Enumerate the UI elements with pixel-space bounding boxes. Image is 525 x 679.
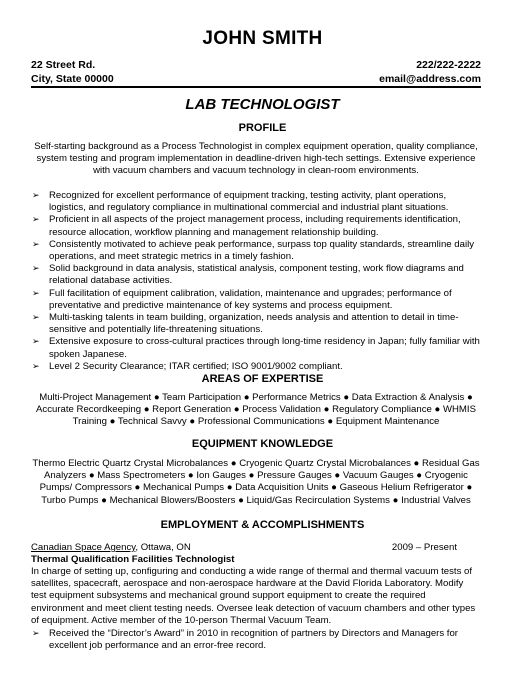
candidate-name: JOHN SMITH (202, 28, 323, 49)
job-entry-header (31, 542, 481, 566)
phone-number: 222/222-2222 (416, 59, 481, 71)
profile-bullet-text: Full facilitation of equipment calibration, validation, maintenance and upgrades; performance of preventative and predictive maintenance of key systems and process equipment. (49, 287, 452, 311)
job-bullet-list (31, 628, 481, 652)
arrow-bullet-icon: ➢ (32, 288, 40, 299)
arrow-bullet-icon: ➢ (32, 361, 40, 372)
arrow-bullet-icon: ➢ (32, 191, 40, 201)
list-item (31, 312, 481, 336)
email-address: email@address.com (379, 73, 481, 85)
header-divider (31, 86, 481, 88)
profile-summary: Self-starting background as a Process Technologist in complex equipment operation, quality compliance, system testing and program implementation in deadline-driven high-tech settings. Extensive experience with vacuum chambers and vacuum technology in clean-room environments. (34, 141, 478, 177)
arrow-bullet-icon: ➢ (32, 264, 40, 275)
company-location (31, 542, 191, 554)
profile-bullet-text: Proficient in all aspects of the project management process, including requirements identification, resource allocation, workflow planning and management relationship building. (49, 214, 461, 238)
list-item (31, 628, 481, 652)
expertise-heading: AREAS OF EXPERTISE (201, 373, 324, 385)
address-line-1: 22 Street Rd. (31, 59, 96, 71)
list-item (31, 288, 481, 312)
list-item (31, 214, 481, 238)
profile-bullet-text: Multi-tasking talents in team building, organization, needs analysis and attention to detail in time-sensitive and potentially life-threatening situations. (49, 312, 459, 336)
job-company-line (31, 542, 481, 554)
employment-heading: EMPLOYMENT & ACCOMPLISHMENTS (160, 519, 365, 531)
job-description: In charge of setting up, configuring and conducting a wide range of thermal and thermal vacuum tests of satellites, spacecraft, aerospace and non-aerospace hardware at the David Florida Laboratory. Modify test equipment subsystems and mechanical ground support equipment to create the required environment and meet client testing needs. Oversee leak detection of vacuum chambers and other types of equipment. Active member of the 10-person Thermal Vacuum Team. (31, 566, 476, 626)
profile-bullet-text: Consistently motivated to achieve peak performance, surpass top quality standards, streamline daily operations, and meet strategic metrics in a timely fashion. (49, 238, 475, 263)
profile-bullet-text: Solid background in data analysis, statistical analysis, component testing, work flow diagrams and relational database activities. (49, 263, 464, 287)
profile-bullet-text: Recognized for excellent performance of equipment tracking, testing activity, plant operations, logistics, and regulatory compliance in multinational commercial and industrial plant situations. (49, 190, 449, 214)
profile-heading: PROFILE (238, 122, 287, 134)
list-item (31, 336, 481, 360)
phone-email-block (379, 58, 481, 86)
expertise-list: Multi-Project Management ● Team Participation ● Performance Metrics ● Data Extraction & Analysis ● Accurate Recordkeeping ● Report Generation ● Process Validation ● Regulatory Compliance ● WHMIS Training ● Technical Savvy ● Professional Communications ● Equipment Maintenance (36, 392, 476, 428)
job-bullet-text: Received the “Director’s Award” in 2010 in recognition of partners by Directors and Managers for excellent job performance and an error-free record. (49, 628, 459, 652)
equipment-heading: EQUIPMENT KNOWLEDGE (191, 438, 334, 450)
arrow-bullet-icon: ➢ (32, 239, 40, 250)
list-item (31, 263, 481, 287)
arrow-bullet-icon: ➢ (32, 337, 40, 348)
job-title: LAB TECHNOLOGIST (185, 96, 340, 113)
job-role: Thermal Qualification Facilities Technologist (31, 554, 235, 565)
company-name: Canadian Space Agency (31, 542, 136, 553)
job-dates: 2009 – Present (391, 542, 457, 553)
list-item (31, 239, 481, 263)
job-location: , Ottawa, ON (135, 542, 191, 553)
equipment-list: Thermo Electric Quartz Crystal Microbalances ● Cryogenic Quartz Crystal Microbalances ● Residual Gas Analyzers ● Mass Spectrometers ● Ion Gauges ● Pressure Gauges ● Vacuum Gauges ● Cryogenic Pumps/ Compressors ● Mechanical Pumps ● Data Acquisition Units ● Gaseous Helium Refrigerator ● Turbo Pumps ● Mechanical Blowers/Boosters ● Liquid/Gas Recirculation Systems ● Industrial Valves (32, 458, 480, 506)
contact-block (31, 58, 481, 86)
profile-bullet-text: Level 2 Security Clearance; ITAR certified; ISO 9001/9002 compliant. (49, 360, 343, 372)
arrow-bullet-icon: ➢ (32, 629, 40, 639)
arrow-bullet-icon: ➢ (32, 215, 40, 226)
profile-bullet-list (31, 190, 481, 373)
list-item (31, 361, 481, 373)
address-line-2: City, State 00000 (31, 73, 114, 85)
list-item (31, 190, 481, 214)
profile-bullet-text: Extensive exposure to cross-cultural practices through long-time residency in Japan; fully familiar with spoken Japanese. (49, 336, 480, 360)
address-block (31, 58, 114, 86)
arrow-bullet-icon: ➢ (32, 313, 40, 324)
